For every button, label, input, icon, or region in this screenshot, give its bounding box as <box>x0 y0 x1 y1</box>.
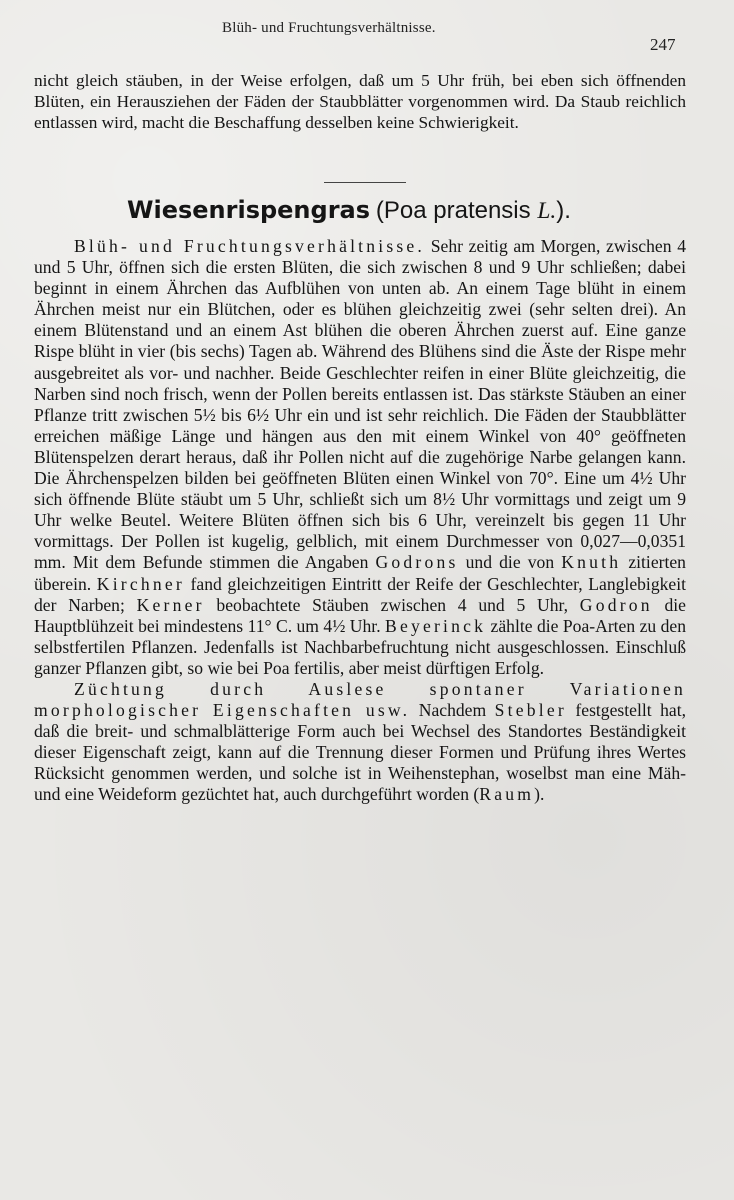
cited-name: Kirchner <box>96 573 185 594</box>
cited-name: Knuth <box>561 552 622 573</box>
body-text <box>34 236 686 806</box>
cited-name: Godron <box>579 594 653 615</box>
section-title-close: ). <box>556 197 571 224</box>
paragraph-flowering <box>34 236 686 679</box>
text-segment: Nachdem <box>410 700 495 721</box>
running-head: Blüh- und Fruchtungsverhältnisse. <box>222 20 436 36</box>
cited-name: Stebler <box>494 700 567 721</box>
page-number: 247 <box>650 35 676 54</box>
text-segment: zitierten überein. <box>34 552 686 594</box>
text-segment: beobachtete Stäuben zwischen 4 und 5 Uhr, <box>204 594 580 615</box>
paragraph-lead: Züchtung durch Auslese spontaner Variationen morphologischer Eigenschaften usw. <box>34 678 686 721</box>
text-segment: fand gleichzeitigen Eintritt der Reife der Geschlechter, Langlebigkeit der Narben; <box>34 573 686 615</box>
text-segment: festgestellt hat, daß die breit- und schmalblätterige Form auch bei Wechsel des Standortes Beständigkeit dieser Eigenschaft zeigt, kann auf die Trennung dieser Formen und Prüfung ihres Wertes Rücksicht genommen werden, und solche ist in Weihenstephan, woselbst man eine Mäh- und eine Weideform gezüchtet hat, auch durchgeführt worden ( <box>34 700 686 805</box>
continuation-text: nicht gleich stäuben, in der Weise erfolgen, daß um 5 Uhr früh, bei eben sich öffnenden Blüten, ein Herausziehen der Fäden der Staubblätter vorgenommen wird. Da Staub reichlich entlassen wird, macht die Beschaffung desselben keine Schwierigkeit. <box>34 71 686 132</box>
section-title-author: L. <box>537 198 557 224</box>
section-divider <box>324 182 406 183</box>
section-title: Wiesenrispengras <box>127 196 371 224</box>
text-segment: ). <box>534 784 545 805</box>
paragraph-lead: Blüh- und Fruchtungsverhältnisse. <box>74 236 426 256</box>
text-segment: die Hauptblühzeit bei mindestens 11° C. um 4½ Uhr. <box>34 594 686 636</box>
text-segment: Sehr zeitig am Morgen, zwischen 4 und 5 Uhr, öffnen sich die ersten Blüten, die sich zwischen 8 und 9 Uhr schließen; dabei beginnt in einem Ährchen das Aufblühen von unten ab. An einem Tage blüht in einem Ährchen meist nur ein Blütchen, oder es blühen gleichzeitig zwei (sehr selten drei). An einem Blütenstand und an einem Ast blühen die oberen Ährchen zuerst auf. Eine ganze Rispe blüht in vier (bis sechs) Tagen ab. Während des Blühens sind die Äste der Rispe mehr ausgebreitet als vor- und nachher. Beide Geschlechter reifen in einer Blüte gleichzeitig, die Narben sind noch frisch, wenn der Pollen bereits entlassen ist. Das stärkste Stäuben an einer Pflanze tritt zwischen 5½ bis 6½ Uhr ein und ist sehr reichlich. Die Fäden der Staubblätter erreichen mäßige Länge und hängen aus den mit einem Winkel von 40° geöffneten Blütenspelzen derart heraus, daß ihr Pollen nicht auf die zugehörige Narbe gelangen kann. Die Ährchenspelzen bilden bei geöffneten Blüten einen Winkel von 70°. Eine um 4½ Uhr sich öffnende Blüte stäubt um 5 Uhr, schließt sich um 8½ Uhr vormittags und zeigt um 9 Uhr welke Beutel. Weitere Blüten öffnen sich bis 6 Uhr, vereinzelt bis gegen 11 Uhr vormittags. Der Pollen ist kugelig, gelblich, mit einem Durchmesser von 0,027—0,0351 mm. Mit dem Befunde stimmen die Angaben <box>34 236 686 573</box>
continuation-paragraph <box>34 70 686 133</box>
text-segment: und die von <box>458 552 562 573</box>
paragraph-breeding <box>34 679 686 806</box>
text-segment: zählte die Poa-Arten zu den selbstfertilen Pflanzen. Jedenfalls ist Nachbarbefruchtung nicht ausgeschlossen. Einschluß ganzer Pflanzen gibt, so wie bei Poa fertilis, aber meist dürftigen Erfolg. <box>34 615 686 678</box>
section-title-open: (Poa pratensis <box>375 197 538 224</box>
cited-name: Raum <box>479 784 535 805</box>
cited-name: Beyerinck <box>385 615 487 636</box>
cited-name: Kerner <box>136 594 205 615</box>
section-heading <box>127 196 571 225</box>
cited-name: Godrons <box>375 552 459 573</box>
